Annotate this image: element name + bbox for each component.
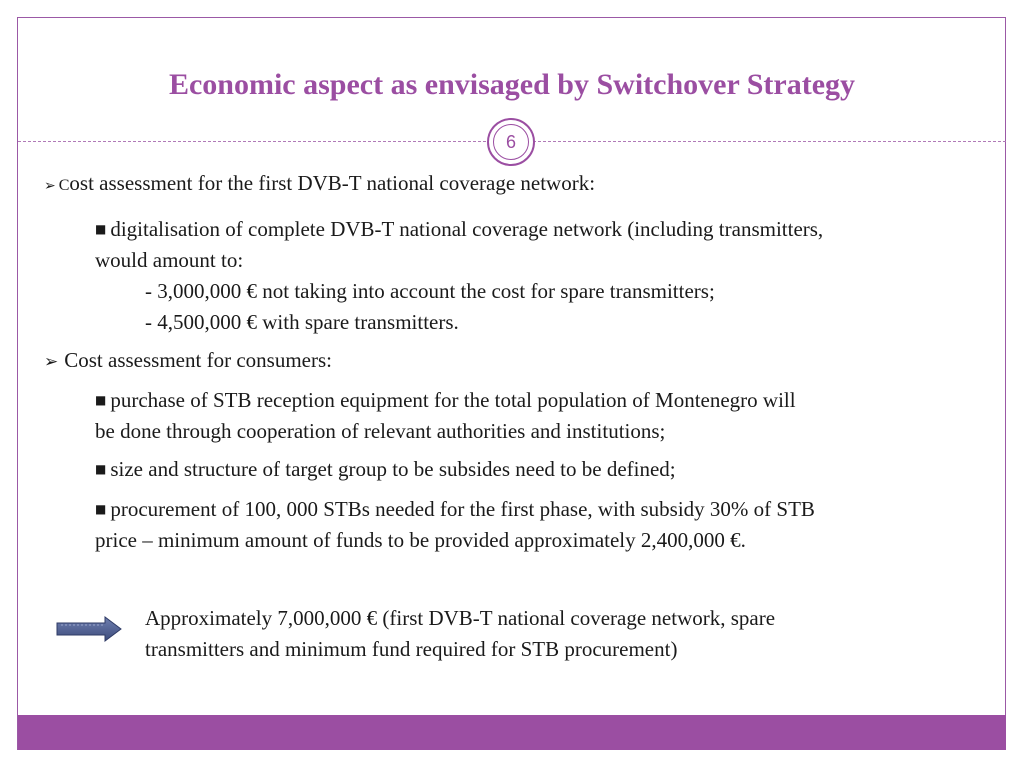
section2-heading-text: Cost assessment for consumers: <box>64 348 332 372</box>
square-bullet-icon: ■ <box>95 222 107 236</box>
slide-title: Economic aspect as envisaged by Switchover Strategy <box>168 68 856 101</box>
section1-heading <box>44 171 595 196</box>
square-bullet-icon: ■ <box>95 462 107 476</box>
section2-heading <box>44 348 332 373</box>
section2-item2 <box>95 457 676 482</box>
section2-item1-line1: purchase of STB reception equipment for the total population of Montenegro will <box>110 388 796 412</box>
slide-number-badge <box>487 118 535 166</box>
section2-item2-text: size and structure of target group to be subsides need to be defined; <box>110 457 676 481</box>
arrow-bullet-icon: ➢ <box>44 352 59 372</box>
section1-item1-line1: digitalisation of complete DVB-T national coverage network (including transmitters, <box>110 217 824 241</box>
summary-line2: transmitters and minimum fund required for STB procurement) <box>145 637 678 661</box>
slide-number: 6 <box>493 124 529 160</box>
right-arrow-icon <box>55 615 123 643</box>
section1-item1 <box>95 217 823 242</box>
section1-sub2: - 4,500,000 € with spare transmitters. <box>145 310 459 334</box>
section1-heading-cap: C <box>58 177 70 194</box>
footer-bar <box>18 715 1006 750</box>
summary-line1: Approximately 7,000,000 € (first DVB-T national coverage network, spare <box>145 606 776 630</box>
section2-item3-line2: price – minimum amount of funds to be provided approximately 2,400,000 €. <box>95 528 746 552</box>
square-bullet-icon: ■ <box>95 502 107 516</box>
section1-item1-line2: would amount to: <box>95 248 244 272</box>
section2-item1 <box>95 388 796 413</box>
section2-item1-line2: be done through cooperation of relevant authorities and institutions; <box>95 419 666 443</box>
arrow-bullet-icon: ➢ <box>44 178 56 194</box>
section1-sub1: - 3,000,000 € not taking into account the cost for spare transmitters; <box>145 279 715 303</box>
section2-item3-line1: procurement of 100, 000 STBs needed for the first phase, with subsidy 30% of STB <box>110 497 815 521</box>
section1-heading-text: ost assessment for the first DVB-T national coverage network: <box>69 171 596 195</box>
section2-item3 <box>95 497 815 522</box>
square-bullet-icon: ■ <box>95 393 107 407</box>
